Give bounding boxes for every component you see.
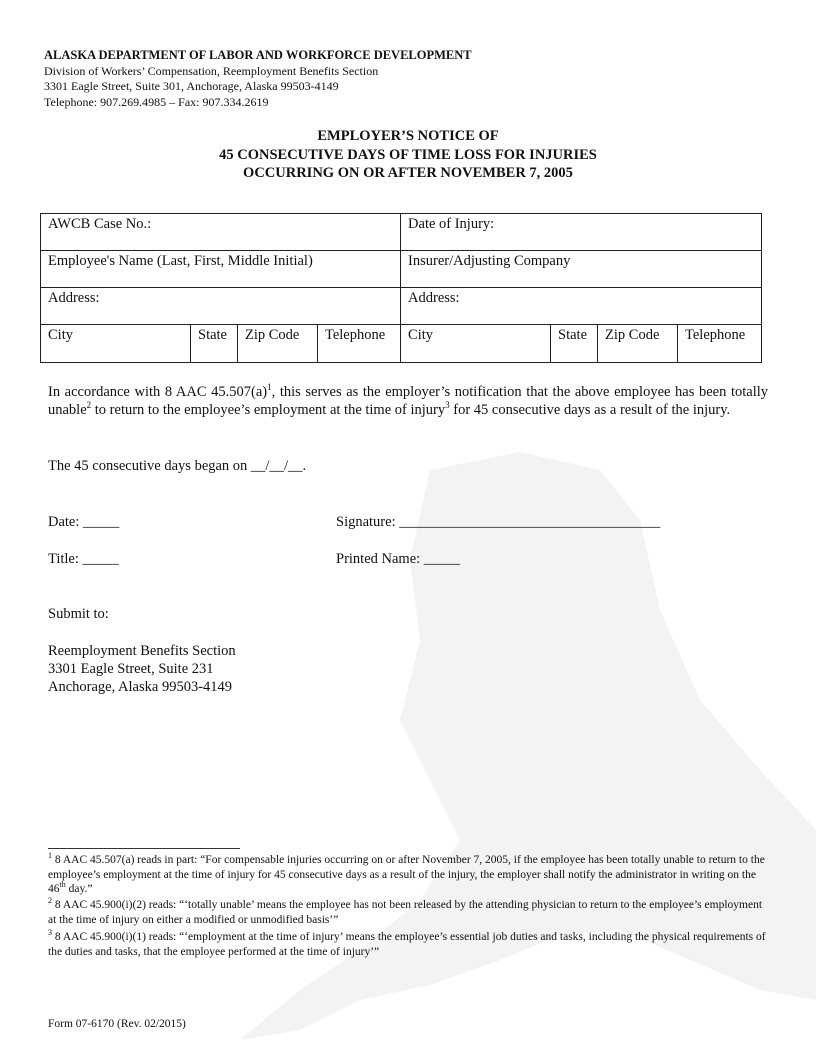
agency-address: 3301 Eagle Street, Suite 301, Anchorage, Alaska 99503-4149	[44, 79, 339, 93]
division-name: Division of Workers’ Compensation, Reemployment Benefits Section	[44, 63, 379, 78]
footnote-3	[48, 930, 768, 959]
employee-state-field[interactable]	[191, 325, 238, 363]
date-field[interactable]: Date: _____	[48, 514, 120, 530]
insurer-city-field[interactable]	[401, 325, 551, 363]
form-number: Form 07-6170 (Rev. 02/2015)	[48, 1018, 186, 1030]
footnote-1-ordinal: th	[59, 880, 66, 890]
footnote-ref-1: 1	[267, 382, 272, 393]
footnote-1	[48, 853, 768, 897]
insurer-address-field[interactable]	[401, 288, 762, 325]
footnote-1-end: day.”	[65, 883, 93, 895]
insurer-zip-label: Zip Code	[605, 327, 660, 343]
insurer-state-field[interactable]	[551, 325, 598, 363]
insurer-zip-field[interactable]	[598, 325, 678, 363]
insurer-label: Insurer/Adjusting Company	[408, 253, 571, 269]
footnote-ref-2: 2	[86, 400, 92, 411]
employee-telephone-field[interactable]	[318, 325, 401, 363]
employee-city-field[interactable]	[41, 325, 191, 363]
insurer-telephone-label: Telephone	[685, 327, 746, 343]
insurer-telephone-field[interactable]	[678, 325, 762, 363]
paragraph-text-2: , this serves as the employer’s notification that the above employee has been totally unable	[48, 384, 768, 418]
footnote-ref-3: 3	[445, 400, 450, 411]
agency-phone: Telephone: 907.269.4985 – Fax: 907.334.2619	[44, 94, 269, 109]
submit-address-line-3: Anchorage, Alaska 99503-4149	[48, 679, 233, 695]
title-line-3: OCCURRING ON OR AFTER NOVEMBER 7, 2005	[243, 165, 573, 181]
employee-zip-field[interactable]	[238, 325, 318, 363]
submit-address-line-1: Reemployment Benefits Section	[48, 643, 236, 659]
footnote-1-text: 8 AAC 45.507(a) reads in part: “For compensable injuries occurring on or after November 7, 2005, if the employee has been totally unable to return to the employee’s employment at the time of injury for 45 consecutive days as a result of the injury, the employer shall notify the administrator in writing on the 46	[48, 854, 765, 895]
footnote-3-number: 3	[48, 928, 52, 938]
printed-name-field[interactable]: Printed Name: _____	[336, 551, 461, 567]
footnote-2-text: 8 AAC 45.900(i)(2) reads: “‘totally unable’ means the employee has not been released by the attending physician to return to the employee’s employment at the time of injury on either a modified or unmodified basis’”	[48, 899, 763, 926]
insurer-address-label: Address:	[408, 290, 460, 306]
submit-to-label: Submit to:	[48, 606, 109, 622]
date-of-injury-field[interactable]	[401, 214, 762, 251]
agency-header	[44, 48, 472, 110]
case-number-field[interactable]	[41, 214, 401, 251]
employee-telephone-label: Telephone	[325, 327, 386, 343]
submit-address	[48, 642, 236, 696]
footnote-divider	[48, 848, 240, 849]
employee-city-label: City	[48, 327, 73, 343]
paragraph-text-3: to return to the employee’s employment at the time of injury	[91, 402, 446, 418]
employee-address-field[interactable]	[41, 288, 401, 325]
form-title	[0, 127, 816, 183]
footnote-2	[48, 898, 768, 927]
agency-name: ALASKA DEPARTMENT OF LABOR AND WORKFORCE DEVELOPMENT	[44, 48, 472, 62]
paragraph-text-1: In accordance with 8 AAC 45.507(a)	[48, 384, 268, 400]
employee-state-label: State	[198, 327, 227, 343]
paragraph-text-4: for 45 consecutive days as a result of the injury.	[449, 402, 731, 418]
title-field[interactable]: Title: _____	[48, 551, 119, 567]
footnote-2-number: 2	[48, 896, 52, 906]
employee-address-label: Address:	[48, 290, 100, 306]
employee-name-field[interactable]	[41, 251, 401, 288]
submit-address-line-2: 3301 Eagle Street, Suite 231	[48, 661, 214, 677]
case-number-label: AWCB Case No.:	[48, 216, 152, 232]
employee-name-label: Employee's Name (Last, First, Middle Initial)	[48, 253, 313, 269]
insurer-field[interactable]	[401, 251, 762, 288]
footnote-3-text: 8 AAC 45.900(i)(1) reads: “‘employment at the time of injury’ means the employee’s essential job duties and tasks, including the physical requirements of the duties and tasks, that the employee performed at the time of injury’”	[48, 931, 766, 958]
employee-zip-label: Zip Code	[245, 327, 300, 343]
title-line-2: 45 CONSECUTIVE DAYS OF TIME LOSS FOR INJURIES	[219, 146, 597, 163]
insurer-state-label: State	[558, 327, 588, 343]
insurer-city-label: City	[408, 327, 434, 343]
signature-field[interactable]: Signature: ____________________________________	[336, 514, 661, 530]
start-date-line[interactable]: The 45 consecutive days began on __/__/__.	[48, 458, 307, 474]
title-line-1: EMPLOYER’S NOTICE OF	[317, 128, 499, 144]
footnote-1-number: 1	[48, 851, 52, 861]
notification-paragraph	[48, 383, 768, 419]
date-of-injury-label: Date of Injury:	[408, 216, 495, 232]
case-info-table	[40, 213, 762, 363]
